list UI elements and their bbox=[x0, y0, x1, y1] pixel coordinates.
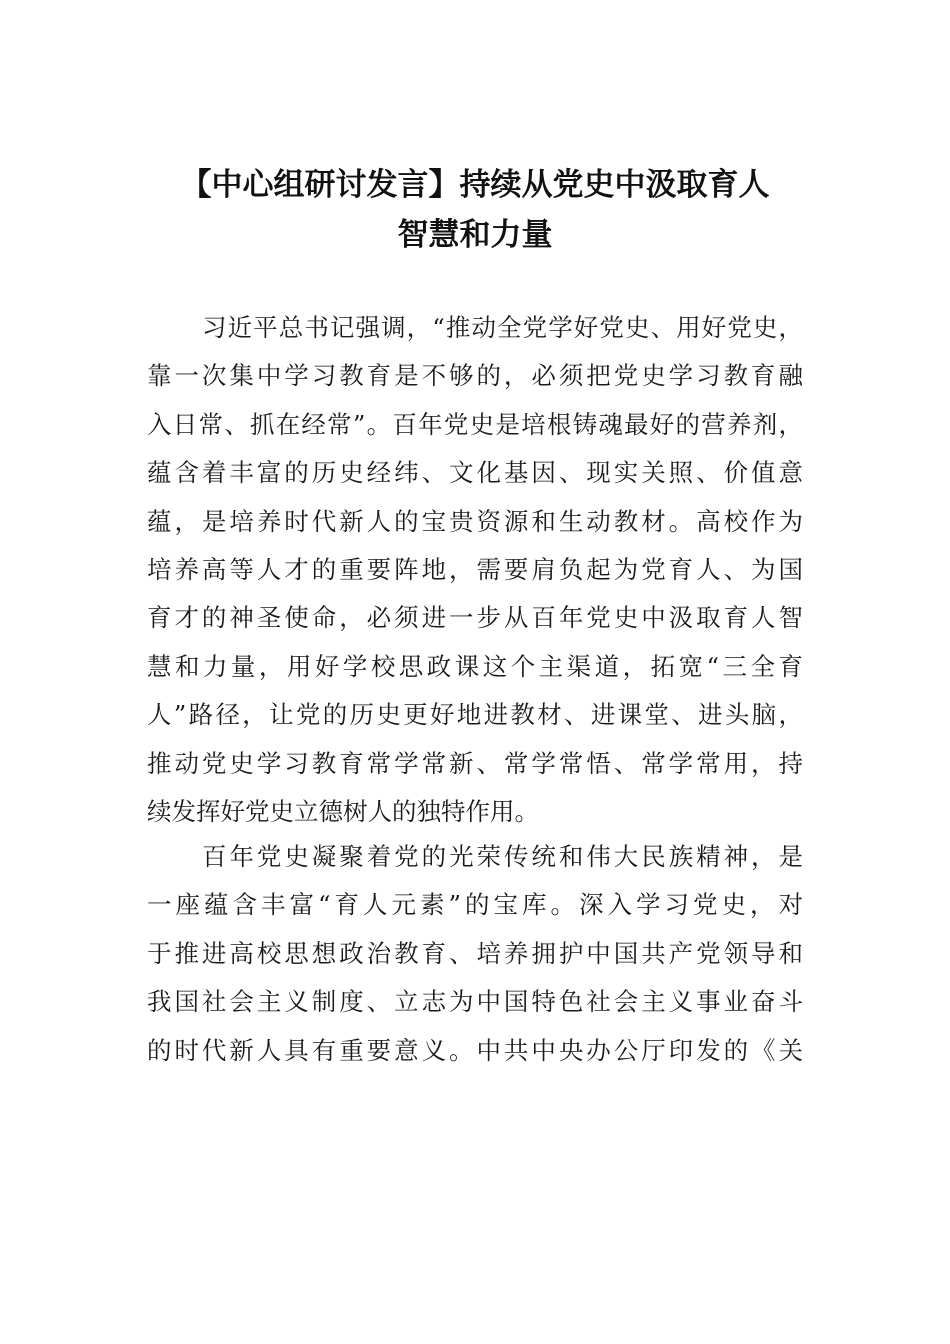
body-paragraph bbox=[147, 833, 803, 1075]
paragraph-line: 慧和力量，用好学校思政课这个主渠道，拓宽“三全育 bbox=[147, 651, 803, 681]
paragraph-line: 百年党史凝聚着党的光荣传统和伟大民族精神，是 bbox=[202, 842, 803, 871]
paragraph-line: 蕴，是培养时代新人的宝贵资源和生动教材。高校作为 bbox=[147, 506, 803, 536]
paragraph-line: 蕴含着丰富的历史经纬、文化基因、现实关照、价值意 bbox=[147, 458, 803, 488]
document-title bbox=[130, 160, 820, 260]
paragraph-line: 习近平总书记强调，“推动全党学好党史、用好党史， bbox=[202, 313, 803, 342]
paragraph-line: 我国社会主义制度、立志为中国特色社会主义事业奋斗 bbox=[147, 987, 803, 1017]
paragraph-line: 的时代新人具有重要意义。中共中央办公厅印发的《关 bbox=[147, 1035, 803, 1065]
body-paragraph bbox=[147, 304, 803, 836]
paragraph-line: 一座蕴含丰富“育人元素”的宝库。深入学习党史，对 bbox=[147, 890, 803, 920]
paragraph-line: 育才的神圣使命，必须进一步从百年党史中汲取育人智 bbox=[147, 603, 803, 633]
paragraph-line: 培养高等人才的重要阵地，需要肩负起为党育人、为国 bbox=[147, 555, 803, 585]
paragraph-line: 入日常、抓在经常”。百年党史是培根铸魂最好的营养剂， bbox=[147, 409, 803, 439]
paragraph-line: 人”路径，让党的历史更好地进教材、进课堂、进头脑， bbox=[147, 700, 803, 730]
paragraph-line: 靠一次集中学习教育是不够的，必须把党史学习教育融 bbox=[147, 361, 803, 391]
paragraph-line: 于推进高校思想政治教育、培养拥护中国共产党领导和 bbox=[147, 938, 803, 968]
paragraph-line: 推动党史学习教育常学常新、常学常悟、常学常用，持 bbox=[147, 748, 803, 778]
title-line: 【中心组研讨发言】持续从党史中汲取育人 bbox=[180, 167, 770, 203]
title-line: 智慧和力量 bbox=[397, 217, 553, 253]
paragraph-line: 续发挥好党史立德树人的独特作用。 bbox=[147, 797, 539, 827]
